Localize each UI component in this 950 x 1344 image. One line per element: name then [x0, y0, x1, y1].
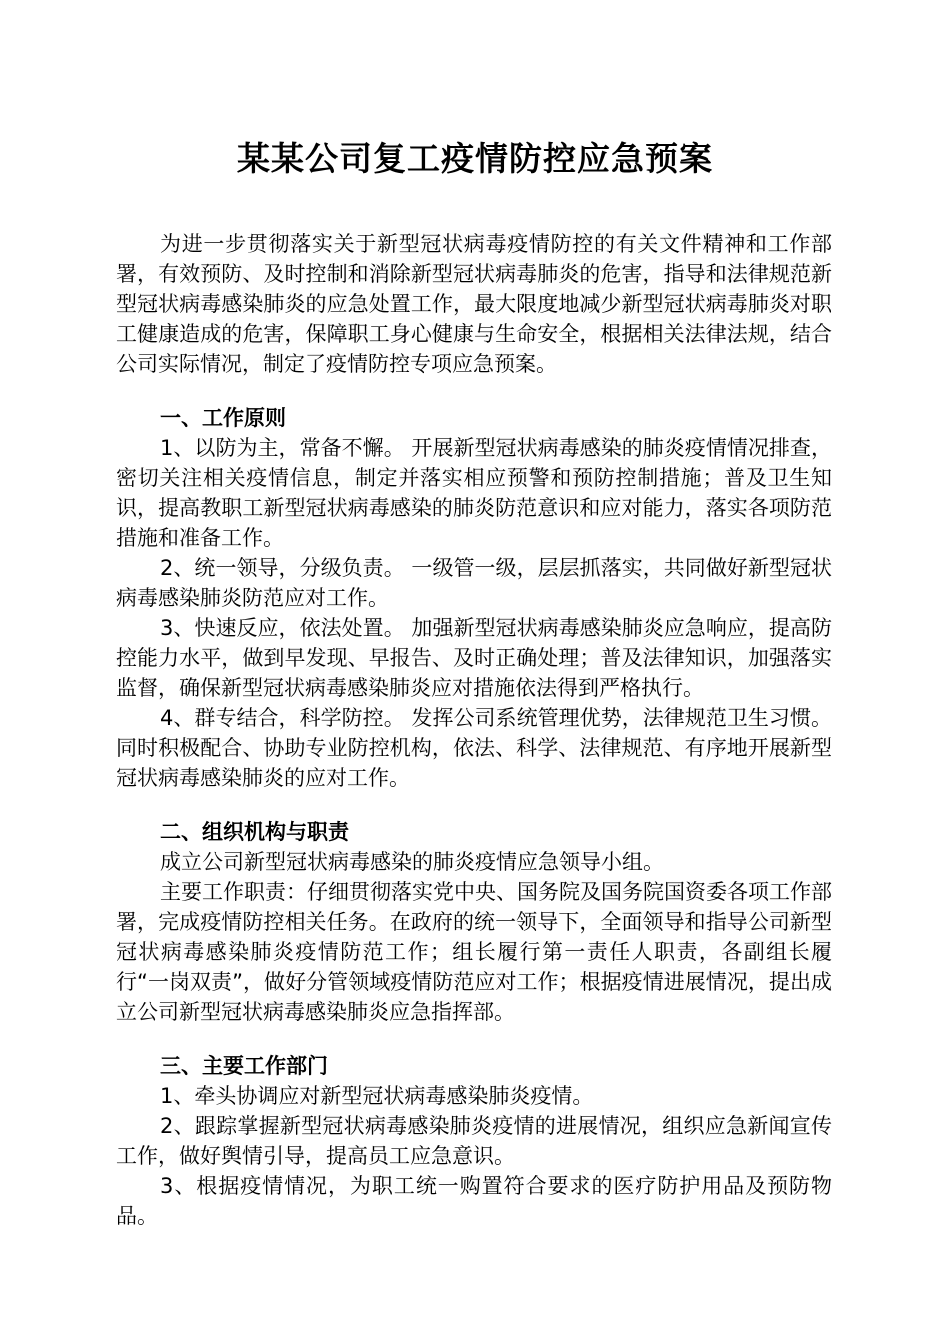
paragraph: 成立公司新型冠状病毒感染的肺炎疫情应急领导小组。	[160, 850, 664, 874]
section-work-principles	[116, 403, 832, 793]
paragraph: 1、以防为主，常备不懈。 开展新型冠状病毒感染的肺炎疫情情况排查，密切关注相关疫情信息，制定并落实相应预警和预防控制措施；普及卫生知识，提高教职工新型冠状病毒感染的肺炎防范意识和应对能力，落实各项防范措施和准备工作。	[116, 436, 832, 550]
section-spacer	[116, 379, 832, 403]
document-title: 某某公司复工疫情防控应急预案	[237, 139, 713, 178]
section-spacer	[116, 793, 832, 817]
section-departments	[116, 1051, 832, 1231]
section-heading: 一、工作原则	[160, 406, 286, 430]
section-organization	[116, 817, 832, 1027]
paragraph: 3、快速反应，依法处置。 加强新型冠状病毒感染肺炎应急响应，提高防控能力水平，做到早发现、早报告、及时正确处理；普及法律知识，加强落实监督，确保新型冠状病毒感染肺炎应对措施依法得到严格执行。	[116, 616, 832, 700]
paragraph: 主要工作职责：仔细贯彻落实党中央、国务院及国务院国资委各项工作部署，完成疫情防控相关任务。在政府的统一领导下，全面领导和指导公司新型冠状病毒感染肺炎疫情防范工作；组长履行第一责任人职责，各副组长履行“一岗双责”，做好分管领域疫情防范应对工作；根据疫情进展情况，提出成立公司新型冠状病毒感染肺炎应急指挥部。	[116, 880, 832, 1024]
section-heading: 三、主要工作部门	[160, 1054, 328, 1078]
paragraph: 3、根据疫情情况，为职工统一购置符合要求的医疗防护用品及预防物品。	[116, 1174, 832, 1228]
section-spacer	[116, 1027, 832, 1051]
document-body	[116, 229, 832, 1231]
section-heading: 二、组织机构与职责	[160, 820, 349, 844]
intro-paragraph: 为进一步贯彻落实关于新型冠状病毒疫情防控的有关文件精神和工作部署，有效预防、及时控制和消除新型冠状病毒肺炎的危害，指导和法律规范新型冠状病毒感染肺炎的应急处置工作，最大限度地减少新型冠状病毒肺炎对职工健康造成的危害，保障职工身心健康与生命安全，根据相关法律法规，结合公司实际情况，制定了疫情防控专项应急预案。	[116, 232, 832, 376]
paragraph: 1、牵头协调应对新型冠状病毒感染肺炎疫情。	[160, 1084, 594, 1108]
paragraph: 2、统一领导，分级负责。 一级管一级，层层抓落实，共同做好新型冠状病毒感染肺炎防范应对工作。	[116, 556, 832, 610]
paragraph: 4、群专结合，科学防控。 发挥公司系统管理优势，法律规范卫生习惯。同时积极配合、协助专业防控机构，依法、科学、法律规范、有序地开展新型冠状病毒感染肺炎的应对工作。	[116, 706, 832, 790]
paragraph: 2、跟踪掌握新型冠状病毒感染肺炎疫情的进展情况，组织应急新闻宣传工作，做好舆情引导，提高员工应急意识。	[116, 1114, 832, 1168]
